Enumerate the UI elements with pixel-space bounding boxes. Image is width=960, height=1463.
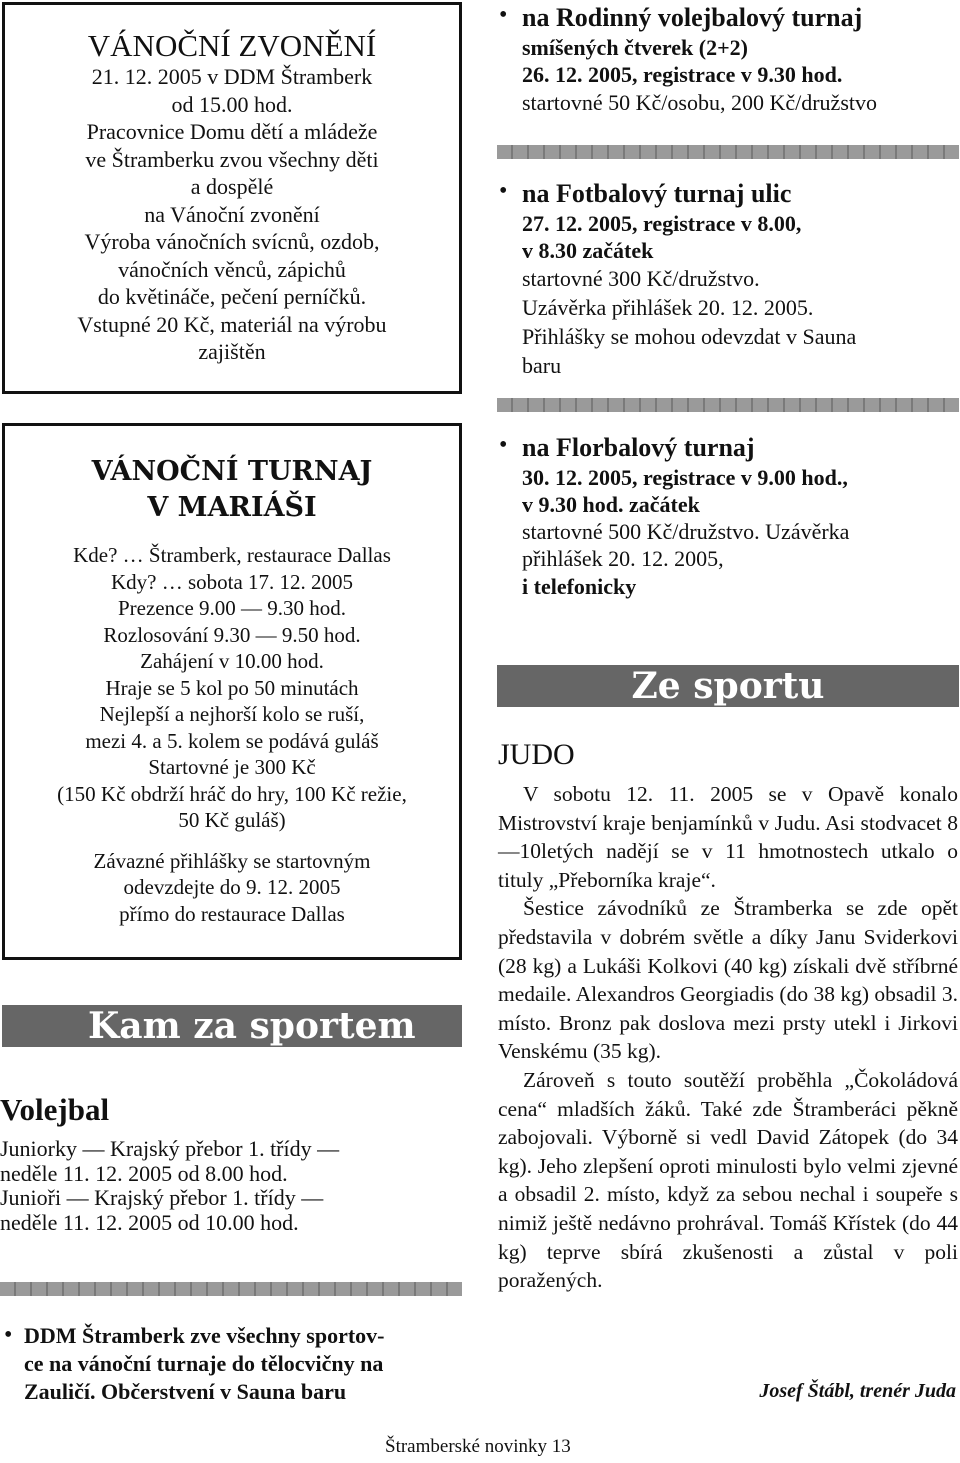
volejbal-turnaj-title: na Rodinný volejbalový turnaj	[522, 3, 863, 32]
zvoneni-line: 21. 12. 2005 v DDM Štramberk	[91, 64, 373, 89]
volejbal-line: neděle 11. 12. 2005 od 8.00 hod.	[0, 1160, 288, 1186]
mariase-line: Zahájení v 10.00 hod.	[140, 649, 324, 673]
volejbal-line: neděle 11. 12. 2005 od 10.00 hod.	[0, 1209, 299, 1235]
florbal-detail-line: 30. 12. 2005, registrace v 9.00 hod.,	[522, 465, 848, 490]
mariase-line: Startovné je 300 Kč	[148, 755, 316, 779]
page-footer: Štramberské novinky 13	[385, 1436, 571, 1457]
fotbal-info-line: baru	[522, 353, 562, 378]
zvoneni-text	[5, 63, 459, 366]
florbal-detail-line: v 9.30 hod. začátek	[522, 492, 700, 517]
florbal-telefonicky: i telefonicky	[522, 574, 637, 599]
mariase-footer-line: odevzdejte do 9. 12. 2005	[123, 875, 341, 899]
mariase-text	[5, 542, 459, 834]
mariase-line: Nejlepší a nejhorší kolo se ruší,	[99, 702, 365, 726]
zvoneni-line: od 15.00 hod.	[171, 91, 293, 117]
zvoneni-line: a dospělé	[190, 174, 274, 199]
ze-sportu-title: Ze sportu	[631, 665, 825, 707]
mariase-line: (150 Kč obdrží hráč do hry, 100 Kč režie,	[57, 781, 407, 806]
fotbal-details	[522, 210, 960, 264]
divider	[497, 398, 959, 412]
zvoneni-line: do květináče, pečení perníčků.	[97, 284, 367, 309]
judo-heading: JUDO	[498, 738, 575, 771]
florbal-turnaj	[497, 432, 960, 602]
ddm-line: ce na vánoční turnaje do tělocvičny na	[24, 1351, 384, 1376]
zvoneni-line: ve Štramberku zvou všechny děti	[85, 146, 379, 172]
florbal-title: na Florbalový turnaj	[522, 433, 755, 462]
mariase-footer	[5, 848, 459, 928]
fotbal-info	[522, 264, 960, 380]
zvoneni-title: VÁNOČNÍ ZVONĚNÍ	[87, 28, 377, 63]
divider	[0, 1282, 462, 1296]
volejbal-turnaj	[497, 2, 960, 118]
fotbal-detail-line: v 8.30 začátek	[522, 238, 654, 263]
mariase-footer-line: přímo do restaurace Dallas	[119, 901, 345, 926]
volejbal-line: Junioři — Krajský přebor 1. třídy —	[0, 1185, 324, 1210]
ddm-line: Zauličí. Občerstvení v Sauna baru	[24, 1379, 347, 1404]
volejbal-turnaj-details	[522, 34, 960, 88]
florbal-info-line: startovné 500 Kč/družstvo. Uzávěrka	[522, 519, 850, 544]
ddm-text	[24, 1322, 470, 1406]
zvoneni-box	[2, 2, 462, 394]
fotbal-title: na Fotbalový turnaj ulic	[522, 179, 792, 208]
judo-paragraph: Zároveň s touto soutěží proběhla „Čokoládová cena“ mladších žáků. Také zde Štramberáci pěkně zabojovali. Výborně si vedl David Zátopek (do 34 kg). Jeho zlepšení oproti minulosti bylo velmi zjevné a obsadil 2. místo, když za sebou nechal i soupeře s nimiž ještě nedávno prohrával. Tomáš Křístek (do 44 kg) teprve sbírá zkušenosti a zůstal v poli poražených.	[498, 1067, 958, 1293]
volejbal-line: Juniorky — Krajský přebor 1. třídy —	[0, 1136, 340, 1161]
volejbal-schedule	[0, 1137, 470, 1235]
zvoneni-line: zajištěn	[198, 339, 266, 364]
mariase-box	[2, 423, 462, 960]
judo-signature: Josef Štábl, trenér Juda	[759, 1380, 956, 1402]
florbal-info	[522, 518, 960, 572]
mariase-title-1: VÁNOČNÍ TURNAJ	[91, 456, 373, 487]
kam-za-sportem-banner	[2, 1005, 462, 1047]
zvoneni-line: na Vánoční zvonění	[144, 201, 320, 227]
fotbal-info-line: Uzávěrka přihlášek 20. 12. 2005.	[522, 295, 814, 320]
ddm-invitation	[0, 1322, 470, 1406]
volejbal-turnaj-line: 26. 12. 2005, registrace v 9.30 hod.	[522, 62, 843, 87]
fotbal-info-line: Přihlášky se mohou odevzdat v Sauna	[522, 324, 857, 349]
bullet-icon: •	[499, 178, 508, 204]
mariase-title-2: V MARIÁŠI	[147, 492, 317, 523]
divider	[497, 145, 959, 159]
fotbal-detail-line: 27. 12. 2005, registrace v 8.00,	[522, 211, 802, 236]
mariase-line: Kde? … Štramberk, restaurace Dallas	[73, 543, 391, 567]
florbal-info-line: přihlášek 20. 12. 2005,	[522, 546, 724, 571]
bullet-icon: •	[499, 2, 508, 28]
zvoneni-line: vánočních věnců, zápichů	[118, 256, 346, 282]
judo-paragraph: V sobotu 12. 11. 2005 se v Opavě konalo Mistrovství kraje benjamínků v Judu. Asi stodvacet 8—10letých nadějí se v 11 hmotnostech utkalo o tituly „Přeborníka kraje“.	[498, 782, 958, 892]
volejbal-turnaj-fee: startovné 50 Kč/osobu, 200 Kč/družstvo	[522, 90, 877, 115]
judo-paragraph: Šestice závodníků ze Štramberka se zde opět představila v dobrém světle a díky Janu Sviderkovi (28 kg) a Lukáši Kolkovi (40 kg) získali dvě stříbrné medaile. Alexandros Georgiadis (do 38 kg) obsadil 3. místo. Bronz pak doslova mezi prsty utekl i Jirkovi Venskému (35 kg).	[498, 896, 958, 1064]
mariase-line: Kdy? … sobota 17. 12. 2005	[110, 569, 354, 594]
mariase-line: Hraje se 5 kol po 50 minutách	[105, 675, 359, 700]
volejbal-heading: Volejbal	[0, 1092, 110, 1127]
fotbal-turnaj	[497, 178, 960, 380]
kam-za-sportem-title: Kam za sportem	[88, 1005, 416, 1047]
mariase-line: mezi 4. a 5. kolem se podává guláš	[85, 728, 379, 753]
mariase-line: Rozlosování 9.30 — 9.50 hod.	[103, 622, 361, 647]
mariase-line: Prezence 9.00 — 9.30 hod.	[117, 596, 347, 620]
ddm-line: DDM Štramberk zve všechny sportov-	[24, 1323, 385, 1348]
zvoneni-line: Výroba vánočních svícnů, ozdob,	[84, 229, 380, 254]
judo-article	[498, 780, 958, 1295]
ze-sportu-banner	[497, 665, 959, 707]
volejbal-turnaj-line: smíšených čtverek (2+2)	[522, 35, 748, 60]
florbal-details	[522, 464, 960, 518]
bullet-icon: •	[4, 1322, 13, 1348]
zvoneni-line: Pracovnice Domu dětí a mládeže	[86, 119, 378, 144]
zvoneni-line: Vstupné 20 Kč, materiál na výrobu	[77, 311, 387, 337]
fotbal-info-line: startovné 300 Kč/družstvo.	[522, 266, 760, 291]
bullet-icon: •	[499, 432, 508, 458]
mariase-footer-line: Závazné přihlášky se startovným	[93, 848, 371, 873]
mariase-line: 50 Kč guláš)	[178, 808, 286, 832]
